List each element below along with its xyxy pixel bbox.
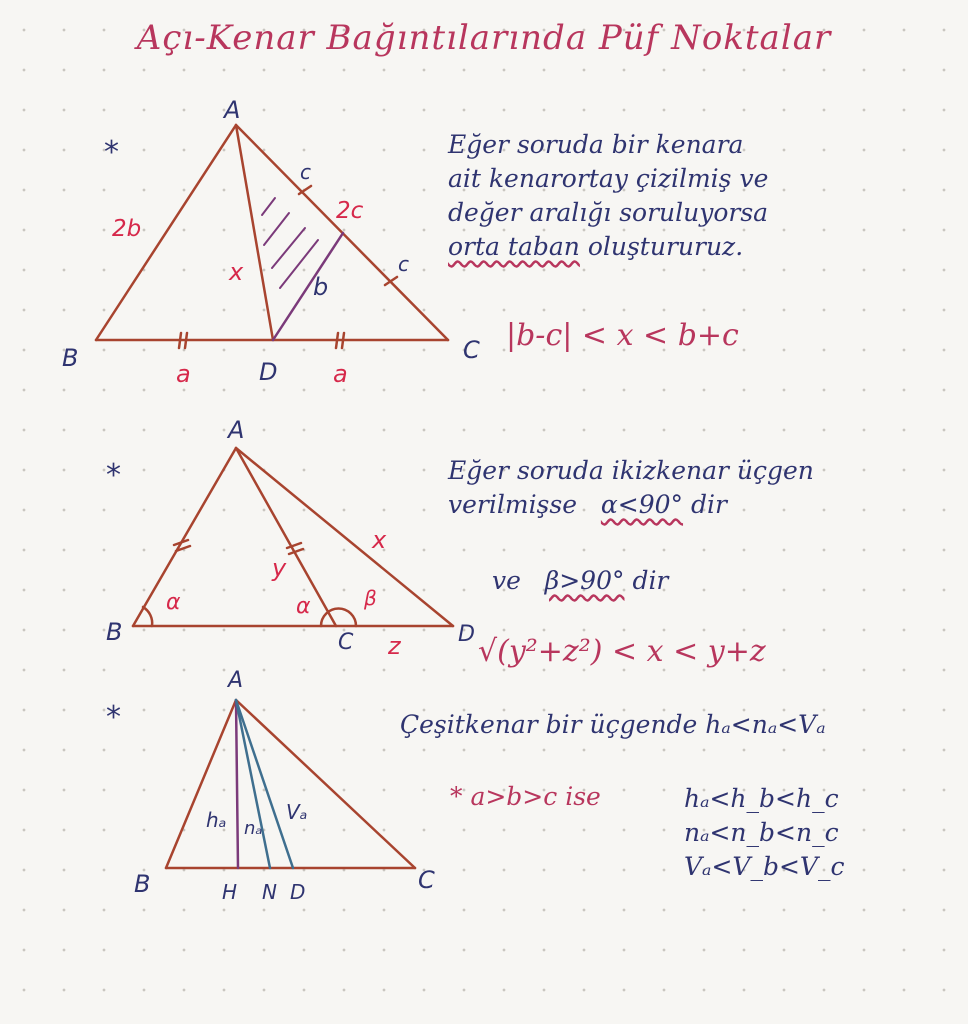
vertex-n-3: N [262, 880, 277, 904]
row-v: Vₐ<V_b<V_c [684, 852, 845, 881]
vertex-b-3: B [134, 870, 151, 898]
label-c-upper: c [300, 160, 311, 184]
note-1-line-3: değer aralığı soruluyorsa [448, 198, 769, 227]
label-alpha-c: α [296, 594, 311, 619]
bullet-star-3: * [106, 700, 121, 735]
label-x: x [372, 526, 387, 554]
label-alpha-b: α [166, 590, 181, 615]
row-n: nₐ<n_b<n_c [684, 818, 839, 847]
note-3-heading: Çeşitkenar bir üçgende hₐ<nₐ<Vₐ [400, 710, 826, 739]
note-2-line-3-pre: ve [492, 566, 521, 595]
vertex-h-3: H [222, 880, 238, 904]
vertex-d-3: D [290, 880, 306, 904]
note-2-line-3-post: dir [632, 566, 669, 595]
note-2-line-2 [448, 488, 814, 522]
vertex-c-1: C [463, 336, 480, 364]
note-1-line-4-rest: oluştururuz. [579, 232, 744, 261]
note-1-line-4 [448, 230, 768, 264]
bullet-star-2: * [106, 458, 121, 493]
note-1 [448, 128, 768, 264]
label-a-left: a [176, 360, 191, 388]
vertex-a-3: A [228, 668, 244, 693]
vertex-b-1: B [62, 344, 79, 372]
triangle-3 [166, 700, 415, 868]
label-y: y [272, 554, 287, 582]
label-na: nₐ [244, 818, 263, 839]
vertex-c-2: C [338, 630, 354, 655]
label-c-lower: c [398, 252, 409, 276]
note-2-line-3 [492, 564, 668, 598]
label-mid-b: b [313, 273, 329, 301]
note-3-rows [684, 782, 844, 884]
vertex-c-3: C [418, 866, 435, 894]
triangle-2 [133, 448, 453, 626]
note-2-line-2-post: dir [690, 490, 727, 519]
label-a-right: a [333, 360, 348, 388]
note-1-line-1: Eğer soruda bir kenara [448, 130, 744, 159]
note-2-line-1: Eğer soruda ikizkenar üçgen [448, 456, 814, 485]
beta-condition: β>90° [544, 566, 625, 595]
vertex-a-2: A [228, 416, 245, 444]
note-2-line-2-pre: verilmişse [448, 490, 578, 519]
label-va: Vₐ [286, 800, 308, 824]
vertex-d-2: D [458, 622, 475, 647]
note-2 [448, 454, 814, 522]
formula-2: √(y²+z²) < x < y+z [478, 634, 766, 669]
row-h: hₐ<h_b<h_c [684, 784, 839, 813]
label-ha: hₐ [206, 808, 227, 832]
triangle-1 [96, 125, 448, 348]
orta-taban-term: orta taban [448, 232, 580, 261]
vertex-d-1: D [259, 358, 278, 386]
label-median-x: x [229, 258, 244, 286]
label-2c: 2c [336, 198, 364, 224]
note-1-line-2: ait kenarortay çizilmiş ve [448, 164, 769, 193]
label-2b: 2b [112, 216, 142, 242]
vertex-b-2: B [106, 618, 123, 646]
bullet-star-1: * [104, 135, 119, 170]
label-beta: β [364, 586, 377, 610]
alpha-condition: α<90° [600, 490, 684, 519]
page-title: Açı-Kenar Bağıntılarında Püf Noktalar [136, 18, 832, 58]
label-z: z [388, 632, 401, 660]
formula-1: |b-c| < x < b+c [506, 318, 739, 353]
vertex-a-1: A [224, 96, 241, 124]
note-3-condition: * a>b>c ise [450, 782, 601, 811]
